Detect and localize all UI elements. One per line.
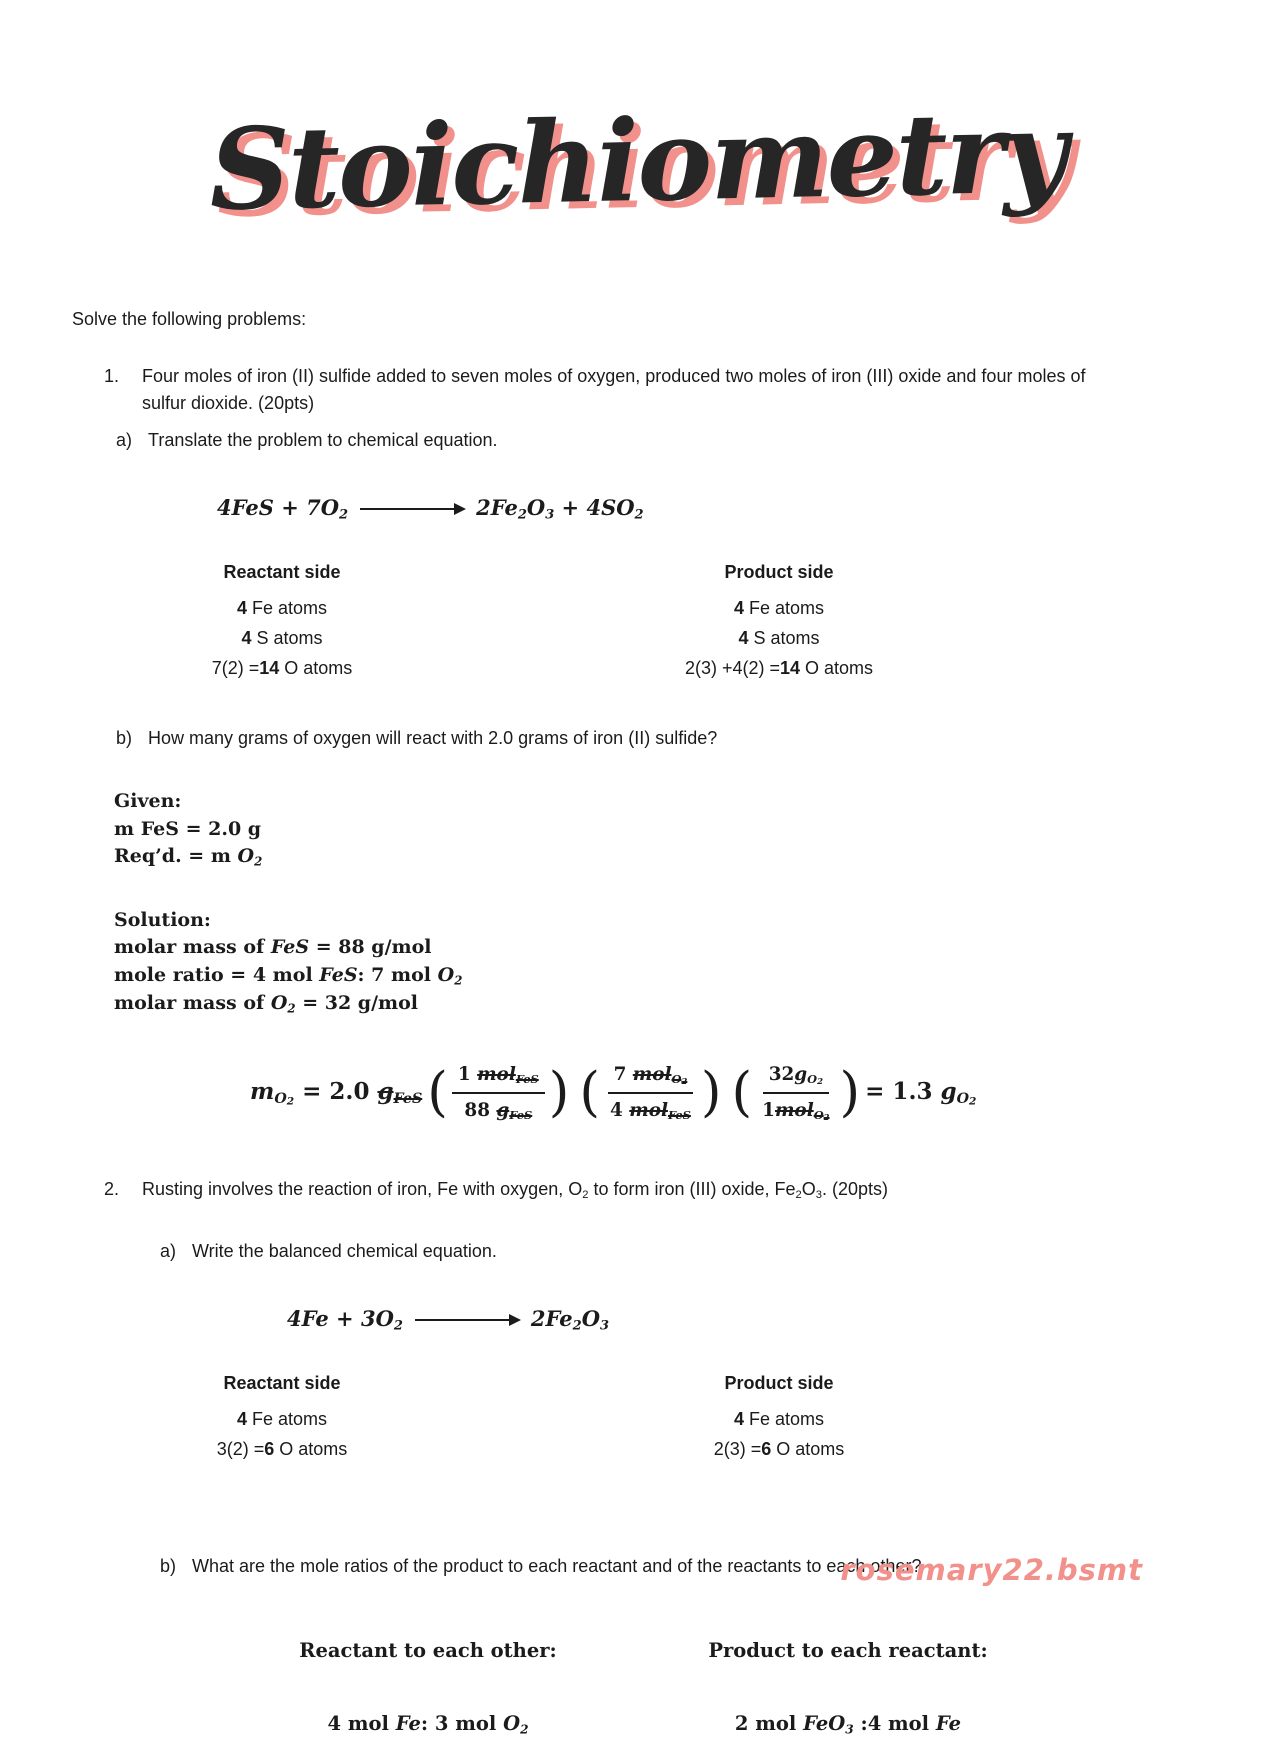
given-line: Req’d. = m $O_2$ — [114, 845, 263, 869]
solution-line: molar mass of $O_2 = 32$ g/mol — [114, 991, 419, 1015]
table-row: 3(2) =6 O atoms — [216, 1438, 348, 1459]
reactant-ratio-value: 4 mol Fe: 3 mol $O_2$ — [327, 1711, 529, 1737]
product-ratio-column — [688, 1636, 1008, 1738]
left-paren: ( — [731, 1061, 753, 1123]
problem-1 — [104, 363, 1203, 417]
atom-balance-table-1 — [148, 559, 1203, 683]
reaction-arrow-icon — [360, 508, 464, 510]
conversion-factor-2 — [579, 1061, 721, 1124]
table-row: 4 Fe atoms — [733, 598, 825, 619]
reactant-side-header: Reactant side — [223, 562, 341, 583]
problem-1-statement: Four moles of iron (II) sulfide added to seven moles of oxygen, produced two moles of iron (III) oxide and four moles of sulfur dioxide. (20pts) — [142, 366, 1086, 413]
reactant-ratio-column — [278, 1636, 578, 1738]
product-ratio-header: Product to each reactant: — [708, 1638, 988, 1662]
part-a-text: Translate the problem to chemical equation. — [148, 430, 498, 450]
page-title: Stoichiometry — [208, 87, 1067, 236]
table-row: 4 S atoms — [241, 627, 323, 648]
solution-line: molar mass of FeS = 88 g/mol — [114, 936, 432, 959]
left-paren: ( — [427, 1061, 448, 1123]
solution-equation-lhs: $m_{O2} = 2.0$ $g_{FeS}$ — [250, 1077, 423, 1108]
part-a-label: a) — [116, 430, 133, 450]
problem-2 — [104, 1176, 1203, 1204]
part-a-text: Write the balanced chemical equation. — [192, 1241, 497, 1262]
part-b-label: b) — [116, 728, 133, 749]
conversion-factor-1 — [427, 1061, 569, 1124]
table-row: 2(3) =6 O atoms — [713, 1438, 845, 1459]
table-row: 4 Fe atoms — [236, 598, 328, 619]
fraction-denominator: 88 $g_{FeS}$ — [464, 1099, 533, 1122]
given-header: Given: — [114, 790, 182, 813]
equation-1-products: $2Fe_2O_3 + 4SO_2$ — [476, 495, 644, 523]
table-row: 7(2) =14 O atoms — [211, 657, 353, 678]
table-row: 2(3) +4(2) =14 O atoms — [684, 657, 874, 678]
product-side-column — [614, 1370, 944, 1464]
fraction-numerator: 1 mol$_{FeS}$ — [452, 1061, 545, 1094]
problem-1-part-b — [116, 725, 1203, 752]
problem-2-number: 2. — [104, 1179, 120, 1200]
problem-1-number: 1. — [104, 366, 120, 386]
intro-text: Solve the following problems: — [72, 309, 307, 329]
solution-header: Solution: — [114, 908, 211, 931]
solution-block — [114, 907, 1203, 1017]
mole-ratio-columns — [278, 1636, 1203, 1738]
product-side-header: Product side — [724, 562, 834, 583]
chemical-equation-2 — [287, 1303, 1203, 1336]
given-block — [114, 788, 1203, 871]
product-side-header: Product side — [724, 1373, 834, 1394]
watermark: rosemary22.bsmt — [840, 1552, 1143, 1587]
product-ratio-value: 2 mol FeO$_3$ :4 mol Fe — [734, 1711, 962, 1737]
equation-1-reactants: $4FeS + 7O_2$ — [217, 495, 349, 523]
solution-equation — [250, 1061, 1203, 1124]
reactant-side-column — [148, 559, 416, 683]
problem-2-statement: Rusting involves the reaction of iron, Fe with oxygen, $O_2$ to form iron (III) oxide, $Fe_2O_3$. (20pts) — [142, 1179, 888, 1202]
table-row: 4 Fe atoms — [733, 1409, 825, 1430]
solution-line: mole ratio = 4 mol FeS: 7 mol $O_2$ — [114, 963, 463, 988]
problem-1-part-a — [116, 427, 1203, 454]
atom-balance-table-2 — [148, 1370, 1203, 1464]
part-b-text: What are the mole ratios of the product to each reactant and of the reactants to each other? — [192, 1555, 922, 1576]
part-a-label: a) — [160, 1241, 177, 1262]
fraction-denominator: 4 mol$_{FeS}$ — [610, 1099, 691, 1122]
table-row: 4 S atoms — [738, 627, 820, 648]
conversion-factor-3 — [732, 1061, 861, 1124]
reactant-side-column — [148, 1370, 416, 1464]
equation-2-reactants: $4Fe + 3O_2$ — [287, 1306, 403, 1334]
product-side-column — [614, 559, 944, 683]
right-paren: ) — [548, 1061, 570, 1123]
fraction-numerator: $32g_{O2}$ — [763, 1061, 829, 1094]
left-paren: ( — [579, 1061, 601, 1123]
reaction-arrow-icon — [415, 1319, 519, 1321]
solution-equation-result: = 1.3 $g_{O2}$ — [865, 1077, 977, 1108]
chemical-equation-1 — [217, 492, 1203, 525]
fraction-numerator: 7 mol$_{O2}$ — [608, 1061, 694, 1094]
right-paren: ) — [839, 1061, 861, 1123]
right-paren: ) — [700, 1061, 722, 1123]
given-line: m FeS = 2.0 g — [114, 817, 262, 840]
table-row: 4 Fe atoms — [236, 1409, 328, 1430]
part-b-label: b) — [160, 1555, 177, 1576]
reactant-side-header: Reactant side — [223, 1373, 341, 1394]
problem-2-part-a — [160, 1238, 1203, 1265]
part-b-text: How many grams of oxygen will react with 2.0 grams of iron (II) sulfide? — [148, 728, 718, 749]
equation-2-products: $2Fe_2O_3$ — [530, 1306, 610, 1334]
reactant-ratio-header: Reactant to each other: — [299, 1638, 557, 1662]
fraction-denominator: 1mol$_{O2}$ — [762, 1099, 830, 1122]
